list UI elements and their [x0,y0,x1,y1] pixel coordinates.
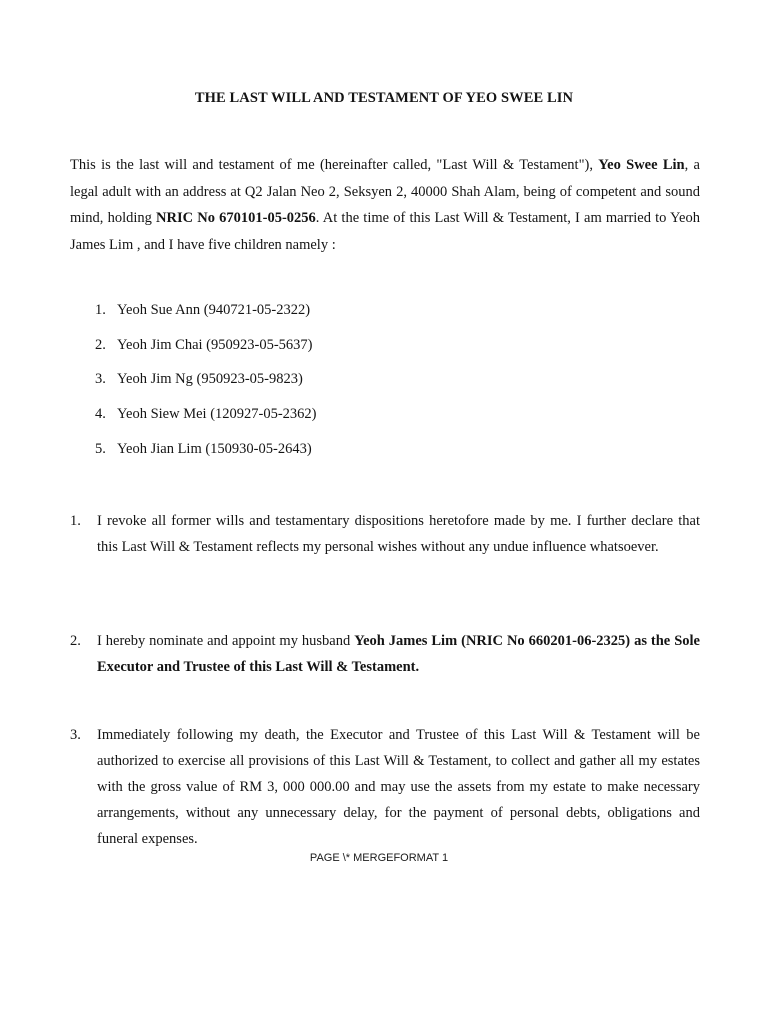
intro-text-3: . At the time of this Last Will & Testament, I am married to Yeoh James Lim , and I have five children namely : [70,210,700,253]
list-item-text: Yeoh Jim Ng (950923-05-9823) [117,371,303,388]
list-item-number: 5. [95,440,106,457]
intro-text-1: This is the last will and testament of me (hereinafter called, "Last Will & Testament"), [70,157,599,173]
list-item-text: Yeoh Sue Ann (940721-05-2322) [117,302,311,318]
list-item-number: 4. [95,406,106,423]
page-number-field: PAGE \* MERGEFORMAT 1 [309,852,449,864]
clause-2 [70,628,700,680]
document-title: THE LAST WILL AND TESTAMENT OF YEO SWEE LIN [194,90,574,106]
list-item-number: 3. [95,371,106,388]
list-item [95,366,317,401]
list-item [95,436,317,471]
list-item-text: Yeoh Jim Chai (950923-05-5637) [117,336,313,353]
testator-nric: NRIC No 670101-05-0256 [156,210,316,226]
list-item [95,401,317,436]
clause-text: Immediately following my death, the Executor and Trustee of this Last Will & Testament will be authorized to exercise all provisions of this Last Will & Testament, to collect and gather all my estates with the gross value of RM 3, 000 000.00 and may use the assets from my estate to make necessary arrangements, without any unnecessary delay, for the payment of personal debts, obligations and funeral expenses. [97,727,700,847]
clause-text-plain: I hereby nominate and appoint my husband [97,633,355,649]
clause-text [97,628,700,680]
clause-1 [70,508,700,560]
intro-paragraph [70,152,700,258]
clause-3 [70,722,700,852]
testator-name: Yeo Swee Lin [598,157,685,173]
clause-number: 2. [70,633,81,649]
clause-number: 3. [70,727,81,743]
list-item-number: 2. [95,336,106,353]
clause-text: I revoke all former wills and testamentary dispositions heretofore made by me. I further declare that this Last Will & Testament reflects my personal wishes without any undue influence whatsoever. [97,513,700,555]
list-item [95,332,317,367]
list-item-text: Yeoh Siew Mei (120927-05-2362) [117,406,317,423]
clause-number: 1. [70,513,81,529]
page-footer [0,852,768,864]
executor-appointment: Yeoh James Lim (NRIC No 660201-06-2325) as the Sole Executor and Trustee of this Last Will & Testament. [97,633,700,675]
list-item-number: 1. [95,302,106,318]
list-item [95,297,317,332]
intro-text-2: , a legal adult with an address at Q2 Jalan Neo 2, Seksyen 2, 40000 Shah Alam, being of competent and sound mind, holding [70,157,700,226]
list-item-text: Yeoh Jian Lim (150930-05-2643) [117,440,312,457]
children-list [95,297,317,470]
